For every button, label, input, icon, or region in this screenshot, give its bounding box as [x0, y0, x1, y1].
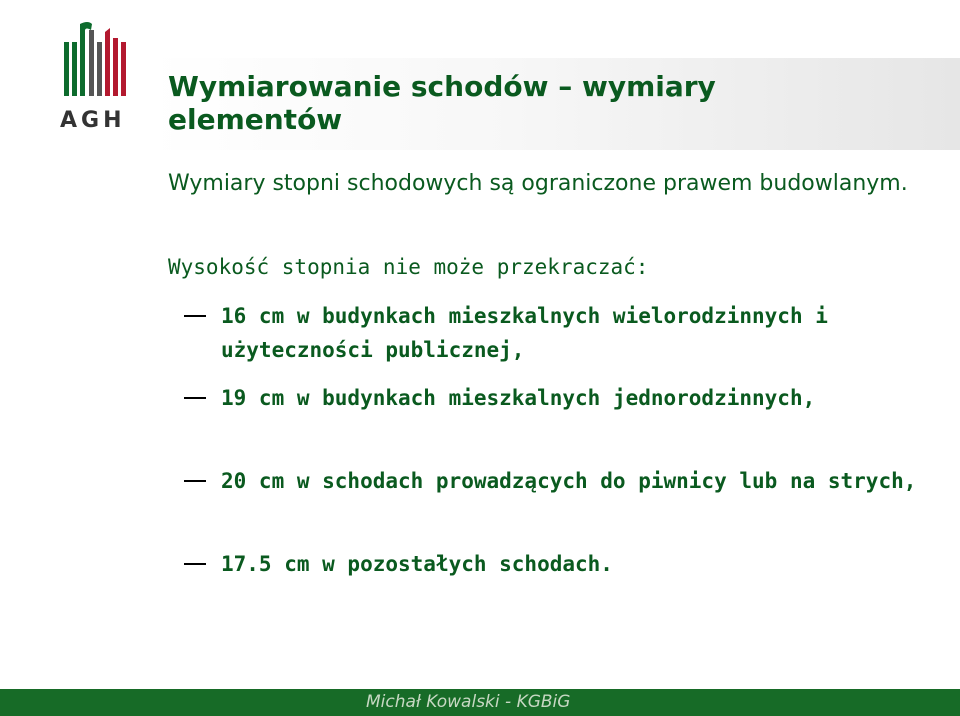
lead-text: Wysokość stopnia nie może przekraczać: [168, 255, 649, 279]
dash-bullet [184, 397, 206, 399]
agh-logo [58, 20, 132, 138]
limit-text: 19 cm w budynkach mieszkalnych jednorodzinnych, [221, 386, 816, 410]
limit-text: 16 cm w budynkach mieszkalnych wielorodzinnych i użyteczności publicznej, [221, 304, 828, 362]
slide-title: Wymiarowanie schodów – wymiary elementów [168, 70, 716, 136]
agh-logo-text: AGH [60, 108, 126, 133]
footer-bar [0, 689, 960, 716]
dash-bullet [184, 563, 206, 565]
dash-bullet [184, 315, 206, 317]
dash-bullet [184, 480, 206, 482]
intro-text: Wymiary stopni schodowych są ograniczone prawem budowlanym. [168, 171, 908, 196]
footer-author: Michał Kowalski - KGBiG [366, 692, 571, 712]
limit-text: 17.5 cm w pozostałych schodach. [221, 552, 613, 576]
limit-text: 20 cm w schodach prowadzących do piwnicy lub na strych, [221, 469, 917, 493]
